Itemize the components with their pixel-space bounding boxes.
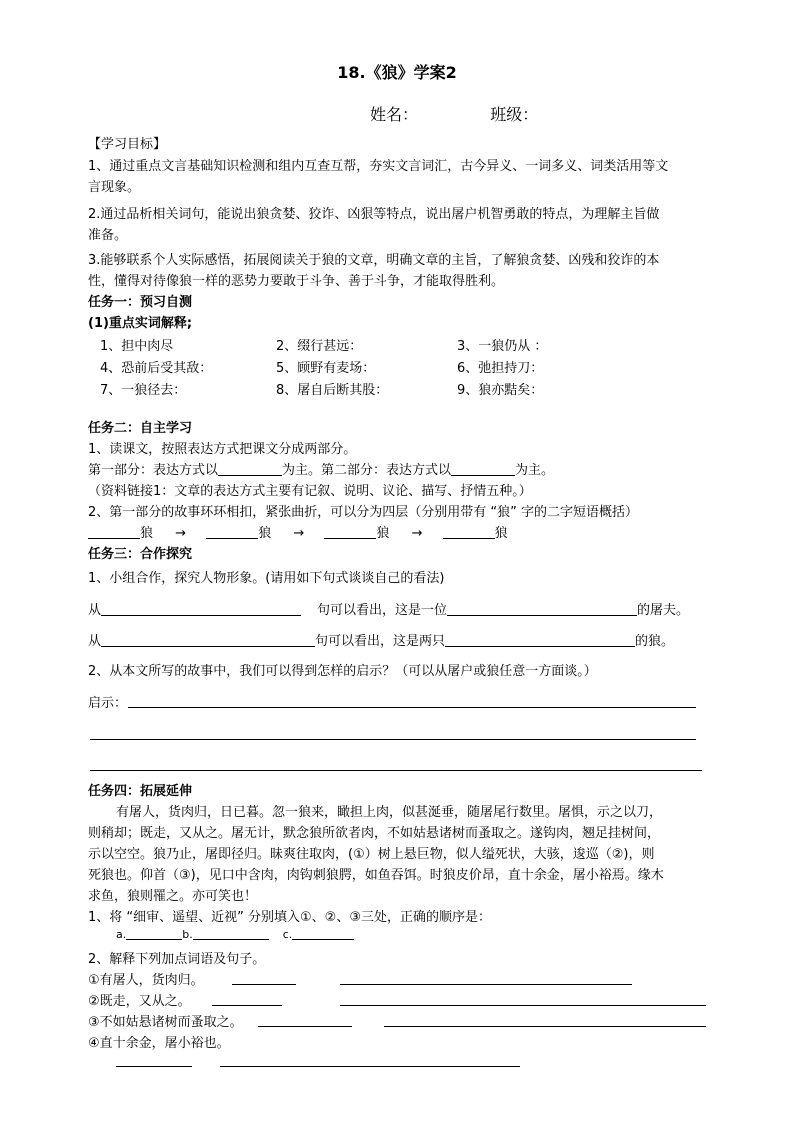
- task1-sub: (1)重点实词解释;: [88, 316, 193, 331]
- layer-wolf-3: 狼: [376, 526, 390, 541]
- vocab-item-7: 7、一狼径去：: [100, 383, 187, 398]
- goal-3-line-2: 性，懂得对待像狼一样的恶势力要敢于斗争、善于斗争，才能取得胜利。: [88, 274, 505, 289]
- arrow-icon: →: [175, 526, 187, 541]
- sentence-2-row: [88, 631, 674, 652]
- vocab-item-8: 8、屠自后断其股：: [276, 383, 389, 398]
- passage-line-1: 有屠人，货肉归，日已暮。忽一狼来，瞰担上肉，似甚涎垂，随屠尾行数里。屠惧，示之以刀，: [116, 805, 663, 820]
- task4-q1: 1、将 “细审、遥望、近视” 分别填入①、②、③三处，正确的顺序是：: [88, 910, 491, 925]
- part2-end: 为主。: [515, 463, 555, 478]
- task3-q1: 1、小组合作，探究人物形象。(请用如下句式谈谈自己的看法): [88, 571, 445, 586]
- goal-1-line-2: 言现象。: [88, 180, 141, 195]
- class-label: 班级：: [490, 105, 539, 124]
- goal-2-line-1: 2.通过品析相关词句，能说出狼贪婪、狡诈、凶狠等特点，说出屠户机智勇敢的特点，为理解主旨做: [88, 207, 660, 222]
- option-c-label: c.: [282, 928, 293, 941]
- task1-heading: 任务一：预习自测: [88, 295, 193, 310]
- blank-butcher-sentence[interactable]: [101, 601, 301, 616]
- blank-wolf-sentence[interactable]: [101, 632, 315, 647]
- explain-1: ①有屠人，货肉归。: [88, 973, 204, 988]
- task2-parts-row: [88, 460, 554, 481]
- part1-label: 第一部分：表达方式以: [88, 463, 219, 478]
- task2-q1: 1、读课文，按照表达方式把课文分成两部分。: [88, 442, 357, 457]
- passage-line-4: 死狼也。仰首（③)，见口中含肉，肉钩刺狼腭，如鱼吞饵。时狼皮价昂，直十余金，屠小裕焉。缘木: [88, 868, 664, 883]
- blank-b[interactable]: [193, 928, 269, 940]
- explain-4-word-line[interactable]: [116, 1066, 192, 1067]
- explain-4-sentence-line[interactable]: [220, 1066, 520, 1067]
- explain-1-sentence-line[interactable]: [340, 984, 632, 985]
- layer-wolf-1: 狼: [140, 526, 154, 541]
- task2-note: （资料链接1：文章的表达方式主要有记叙、说明、议论、描写、抒情五种。）: [88, 484, 532, 499]
- vocab-item-5: 5、顾野有麦场：: [276, 361, 376, 376]
- sentence-1-row: [88, 600, 689, 621]
- blank-a[interactable]: [126, 928, 182, 940]
- layer-wolf-4: 狼: [494, 526, 508, 541]
- insight-label: 启示：: [88, 696, 128, 711]
- task2-q2: 2、第一部分的故事环环相扣，紧张曲折，可以分为四层（分别用带有 “狼” 字的二字短语概括）: [88, 505, 639, 520]
- layer-blank-3[interactable]: [324, 524, 376, 539]
- from-label: 从: [88, 634, 102, 649]
- layer-wolf-2: 狼: [258, 526, 272, 541]
- sentence-1-end: 的屠夫。: [637, 603, 690, 618]
- vocab-item-1: 1、担中肉尽: [100, 339, 174, 354]
- name-label: 姓名：: [370, 105, 419, 124]
- task3-q2: 2、从本文所写的故事中，我们可以得到怎样的启示？（可以从屠户或狼任意一方面谈。）: [88, 664, 597, 679]
- blank-wolf-trait[interactable]: [445, 632, 635, 647]
- arrow-icon: →: [411, 526, 423, 541]
- explain-3-sentence-line[interactable]: [384, 1026, 706, 1027]
- insight-line-1[interactable]: [128, 707, 696, 708]
- part2-label: 为主。第二部分：表达方式以: [282, 463, 452, 478]
- blank-butcher-trait[interactable]: [447, 601, 637, 616]
- arrow-icon: →: [293, 526, 305, 541]
- four-layers-row: [88, 523, 508, 544]
- insight-line-3[interactable]: [90, 770, 702, 771]
- from-label: 从: [88, 603, 102, 618]
- order-answer-row: [116, 928, 354, 941]
- option-b-label: b.: [182, 928, 193, 941]
- insight-line-2[interactable]: [90, 739, 696, 740]
- explain-2-sentence-line[interactable]: [340, 1005, 706, 1006]
- vocab-item-9: 9、狼亦黠矣：: [457, 383, 544, 398]
- vocab-item-2: 2、缀行甚远：: [276, 339, 363, 354]
- explain-1-word-line[interactable]: [232, 984, 296, 985]
- passage-line-5: 求鱼，狼则罹之。亦可笑也！: [88, 889, 258, 904]
- task3-heading: 任务三：合作探究: [88, 547, 193, 562]
- layer-blank-2[interactable]: [206, 524, 258, 539]
- goal-2-line-2: 准备。: [88, 228, 128, 243]
- explain-3-word-line[interactable]: [258, 1026, 352, 1027]
- goal-3-line-1: 3.能够联系个人实际感悟，拓展阅读关于狼的文章，明确文章的主旨，了解狼贪婪、凶残和狡诈的本: [88, 253, 660, 268]
- vocab-item-6: 6、弛担持刀：: [457, 361, 544, 376]
- explain-2-word-line[interactable]: [212, 1005, 282, 1006]
- passage-line-3: 示以空空。狼乃止，屠即径归。昧爽往取肉，(①）树上悬巨物，似人缢死状，大骇，逡巡（②)，则: [88, 847, 655, 862]
- sentence-2-mid: 句可以看出，这是两只: [315, 634, 446, 649]
- option-a-label: a.: [116, 928, 127, 941]
- page-title: 18.《狼》学案2: [337, 63, 457, 82]
- task4-heading: 任务四：拓展延伸: [88, 784, 193, 799]
- blank-method-2[interactable]: [451, 461, 515, 476]
- sentence-2-end: 的狼。: [635, 634, 675, 649]
- blank-c[interactable]: [292, 928, 354, 940]
- vocab-item-4: 4、恐前后受其敌：: [100, 361, 213, 376]
- blank-method-1[interactable]: [218, 461, 282, 476]
- layer-blank-4[interactable]: [443, 524, 495, 539]
- goals-heading: 【学习目标】: [88, 137, 167, 152]
- task2-heading: 任务二：自主学习: [88, 421, 193, 436]
- task4-q2: 2、解释下列加点词语及句子。: [88, 952, 266, 967]
- vocab-item-3: 3、一狼仍从 ：: [457, 339, 548, 354]
- explain-2: ②既走，又从之。: [88, 994, 191, 1009]
- layer-blank-1[interactable]: [88, 524, 140, 539]
- passage-line-2: 则稍却；既走，又从之。屠无计，默念狼所欲者肉，不如姑悬诸树而蚤取之。遂钩肉，翘足挂树间，: [88, 826, 661, 841]
- sentence-1-mid: 句可以看出，这是一位: [317, 603, 448, 618]
- explain-4: ④直十余金，屠小裕也。: [88, 1036, 230, 1051]
- name-class-row: [370, 102, 538, 125]
- explain-3: ③不如姑悬诸树而蚤取之。: [88, 1015, 243, 1030]
- goal-1-line-1: 1、通过重点文言基础知识检测和组内互查互帮，夯实文言词汇，古今异义、一词多义、词类活用等文: [88, 159, 669, 174]
